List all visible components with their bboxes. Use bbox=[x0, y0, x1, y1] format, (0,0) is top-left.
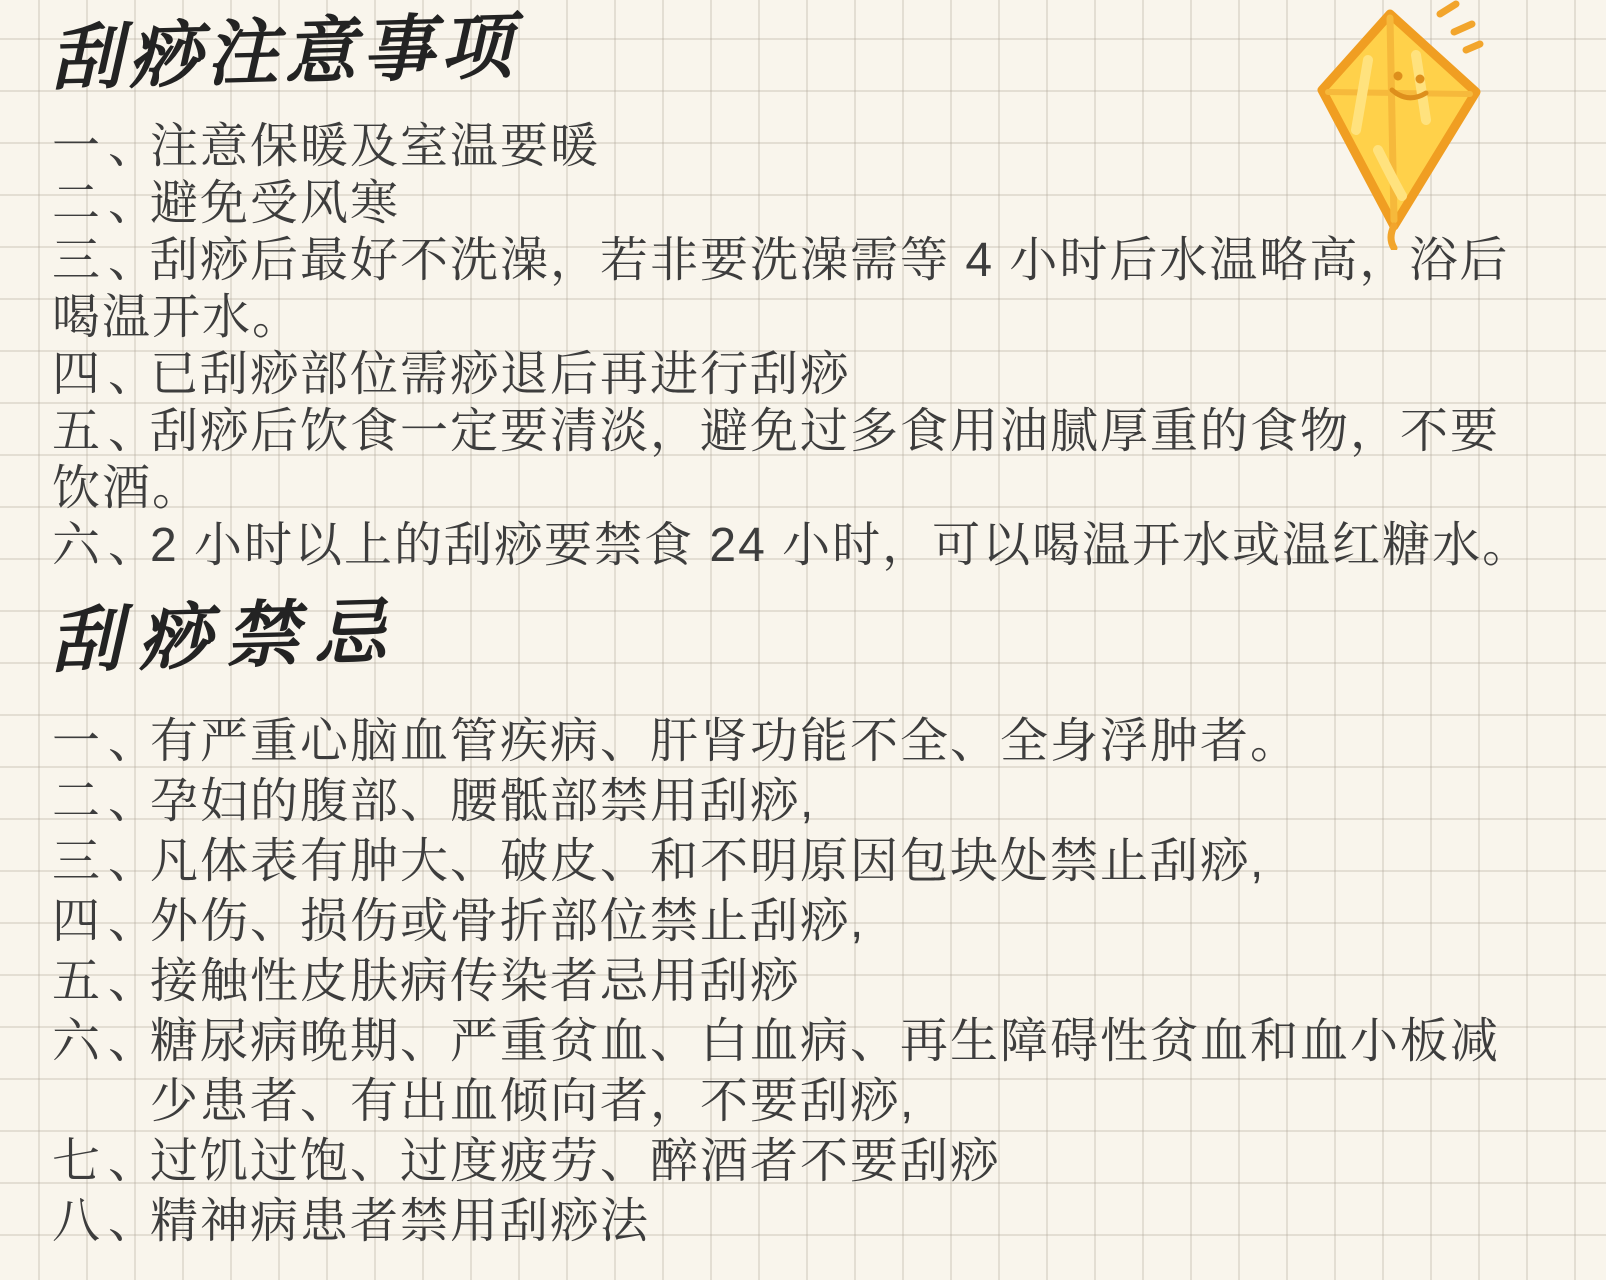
item-number: 一、 bbox=[52, 715, 165, 768]
item-text: 孕妇的腹部、腰骶部禁用刮痧, bbox=[150, 775, 816, 828]
item-text: 2 小时以上的刮痧要禁食 24 小时，可以喝温开水或温红糖水。 bbox=[150, 519, 1533, 572]
motion-dashes bbox=[1440, 4, 1480, 50]
item-text: 外伤、损伤或骨折部位禁止刮痧, bbox=[150, 895, 866, 948]
item-text: 糖尿病晚期、严重贫血、白血病、再生障碍性贫血和血小板减 bbox=[150, 1015, 1501, 1068]
list-item bbox=[0, 403, 1606, 460]
item-text: 注意保暖及室温要暖 bbox=[150, 120, 601, 173]
item-number: 五、 bbox=[52, 955, 165, 1008]
list-item bbox=[0, 832, 1606, 892]
list-item bbox=[0, 712, 1606, 772]
contraindications-list bbox=[0, 712, 1606, 1252]
list-item bbox=[0, 772, 1606, 832]
item-text: 凡体表有肿大、破皮、和不明原因包块处禁止刮痧, bbox=[150, 835, 1266, 888]
item-number: 三、 bbox=[52, 835, 165, 888]
item-number: 六、 bbox=[52, 519, 165, 572]
item-text: 避免受风寒 bbox=[150, 177, 401, 230]
item-text: 已刮痧部位需痧退后再进行刮痧 bbox=[150, 348, 851, 401]
list-item-continuation: 饮酒。 bbox=[52, 462, 203, 515]
item-number: 六、 bbox=[52, 1015, 165, 1068]
section-contraindications-title: 刮痧禁忌 bbox=[48, 588, 404, 683]
list-item bbox=[0, 1012, 1606, 1072]
list-item bbox=[0, 892, 1606, 952]
kite-icon bbox=[1298, 0, 1518, 250]
list-item bbox=[0, 1192, 1606, 1252]
item-text: 精神病患者禁用刮痧法 bbox=[150, 1195, 651, 1248]
item-text: 刮痧后饮食一定要清淡，避免过多食用油腻厚重的食物，不要 bbox=[150, 405, 1501, 458]
list-item bbox=[0, 1132, 1606, 1192]
item-number: 一、 bbox=[52, 120, 165, 173]
list-item bbox=[0, 517, 1606, 574]
item-number: 四、 bbox=[52, 348, 165, 401]
list-item bbox=[0, 346, 1606, 403]
item-number: 四、 bbox=[52, 895, 165, 948]
section-precautions-title: 刮痧注意事项 bbox=[48, 2, 520, 101]
item-number: 八、 bbox=[52, 1195, 165, 1248]
list-item-continuation: 喝温开水。 bbox=[52, 291, 303, 344]
item-text: 过饥过饱、过度疲劳、醉酒者不要刮痧 bbox=[150, 1135, 1001, 1188]
list-item bbox=[0, 952, 1606, 1012]
item-number: 二、 bbox=[52, 177, 165, 230]
item-number: 二、 bbox=[52, 775, 165, 828]
item-text: 刮痧后最好不洗澡，若非要洗澡需等 4 小时后水温略高，浴后 bbox=[150, 234, 1510, 287]
item-text: 有严重心脑血管疾病、肝肾功能不全、全身浮肿者。 bbox=[150, 715, 1301, 768]
list-item-continuation: 少患者、有出血倾向者，不要刮痧, bbox=[150, 1075, 916, 1128]
item-number: 三、 bbox=[52, 234, 165, 287]
item-text: 接触性皮肤病传染者忌用刮痧 bbox=[150, 955, 801, 1008]
item-number: 七、 bbox=[52, 1135, 165, 1188]
item-number: 五、 bbox=[52, 405, 165, 458]
